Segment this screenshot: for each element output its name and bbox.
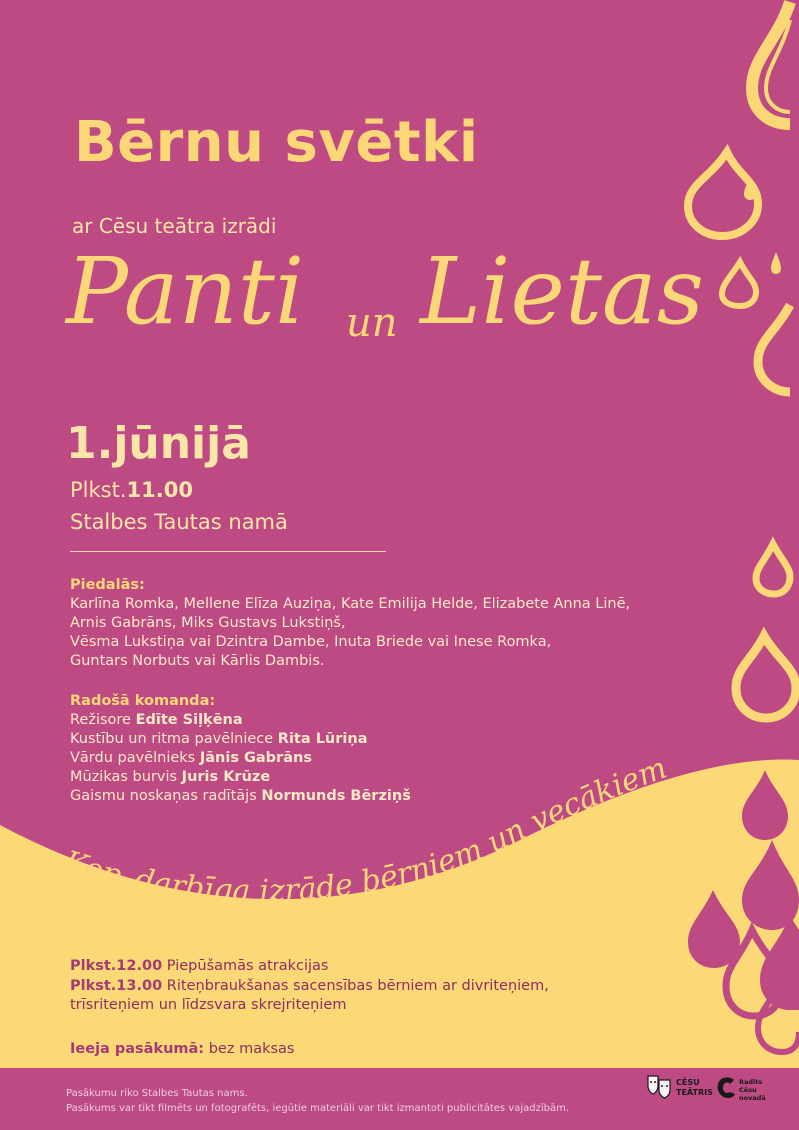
schedule-time: Plkst.12.00 xyxy=(70,958,163,974)
entry-info xyxy=(70,1041,294,1057)
event-time xyxy=(70,478,193,502)
team-role: Režisore xyxy=(70,712,136,728)
event-venue: Stalbes Tautas namā xyxy=(70,510,288,534)
team-name: Rita Lūriņa xyxy=(277,731,368,747)
footer-organizer: Pasākumu riko Stalbes Tautas nams. xyxy=(66,1088,248,1099)
tagline-text: Kop–darbīga izrāde bērniem un vecākiem xyxy=(59,750,672,909)
c-logo-icon xyxy=(716,1076,738,1100)
cast-section xyxy=(70,576,630,671)
show-title-connector: un xyxy=(346,300,398,346)
team-role: Vārdu pavēlnieks xyxy=(70,750,200,766)
region-logo-text: Radīts Cēsu novadā xyxy=(739,1078,766,1102)
team-member xyxy=(70,749,411,768)
time-value: 11.00 xyxy=(126,478,193,502)
time-prefix: Plkst. xyxy=(70,478,127,502)
schedule-time: Plkst.13.00 xyxy=(70,978,163,994)
schedule-item-continued xyxy=(70,996,346,1015)
show-title-word2: Lietas xyxy=(420,238,704,345)
cast-line: Arnis Gabrāns, Miks Gustavs Lukstiņš, xyxy=(70,615,346,631)
team-name: Edīte Siļķēna xyxy=(135,712,243,728)
entry-value: bez maksas xyxy=(204,1041,295,1057)
drop-decoration-icon xyxy=(688,2,796,718)
team-section xyxy=(70,692,411,806)
theatre-logo-text: CĒSU TEĀTRIS xyxy=(676,1078,713,1097)
team-name: Juris Krūze xyxy=(181,769,271,785)
theatre-masks-icon xyxy=(646,1074,674,1102)
team-member xyxy=(70,787,411,806)
cast-line: Karlīna Romka, Mellene Elīza Auziņa, Kate Emilija Helde, Elizabete Anna Linē, xyxy=(70,596,631,612)
entry-label: Ieeja pasākumā: xyxy=(70,1041,205,1057)
team-name: Normunds Bērziņš xyxy=(261,788,411,804)
cast-line: Vēsma Lukstiņa vai Dzintra Dambe, Inuta Briede vai Inese Romka, xyxy=(70,634,552,650)
team-member xyxy=(70,711,411,730)
cast-heading: Piedalās: xyxy=(70,577,145,593)
team-member xyxy=(70,768,411,787)
schedule-item xyxy=(70,957,328,976)
team-heading: Radošā komanda: xyxy=(70,693,216,709)
team-role: Gaismu noskaņas radītājs xyxy=(70,788,262,804)
subtitle: ar Cēsu teātra izrādi xyxy=(72,214,277,238)
divider xyxy=(70,551,386,552)
schedule-text: Piepūšamās atrakcijas xyxy=(162,958,329,974)
schedule-item xyxy=(70,977,549,996)
team-name: Jānis Gabrāns xyxy=(199,750,312,766)
page-title: Bērnu svētki xyxy=(74,110,479,175)
show-title-word1: Panti xyxy=(66,238,305,345)
event-date: 1.jūnijā xyxy=(66,418,251,469)
footer-disclaimer: Pasākums var tikt filmēts un fotografēts, iegūtie materiāli var tikt izmantoti publicitātes vajadzībām. xyxy=(66,1103,570,1114)
schedule-text: trīsriteņiem un līdzsvara skrejriteņiem xyxy=(70,997,347,1013)
schedule-text: Riteņbraukšanas sacensības bērniem ar divriteņiem, xyxy=(162,978,549,994)
team-role: Kustību un ritma pavēlniece xyxy=(70,731,278,747)
team-member xyxy=(70,730,411,749)
team-role: Mūzikas burvis xyxy=(70,769,182,785)
cast-line: Guntars Norbuts vai Kārlis Dambis. xyxy=(70,653,325,669)
